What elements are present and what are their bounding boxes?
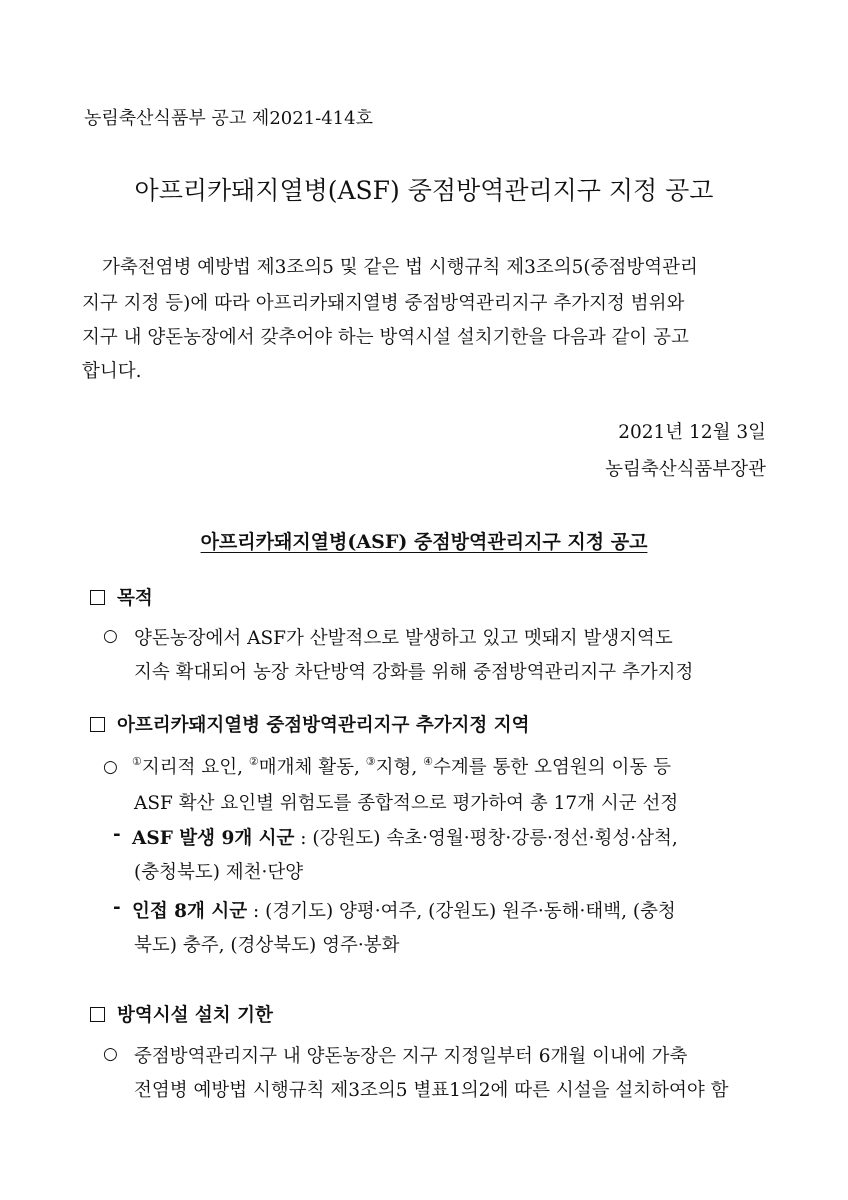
- notice-number: 농림축산식품부 공고 제2021-414호: [84, 108, 373, 129]
- factor-4: 수계를 통한 오염원의 이동 등: [433, 757, 672, 778]
- region-line-2: ASF 확산 요인별 위험도를 종합적으로 평가하여 총 17개 시군 선정: [134, 793, 679, 814]
- adjacent-list-1: : (경기도) 양평·여주, (강원도) 원주·동해·태백, (충청: [253, 901, 676, 922]
- marker-3: ③: [365, 755, 376, 768]
- factor-3: 지형,: [375, 757, 418, 778]
- section-heading-purpose-text: 목적: [117, 588, 153, 609]
- dash-bullet: -: [113, 824, 121, 845]
- circle-bullet-icon: ○: [103, 1044, 118, 1064]
- content-subtitle-text: 아프리카돼지열병(ASF) 중점방역관리지구 지정 공고: [200, 531, 648, 553]
- content-subtitle: [0, 527, 848, 554]
- intro-line-3: 지구 내 양돈농장에서 갖추어야 하는 방역시설 설치기한을 다음과 같이 공고: [82, 327, 689, 348]
- adjacent-line-1: [132, 897, 676, 923]
- intro-line-4: 합니다.: [82, 361, 142, 382]
- purpose-line-1: 양돈농장에서 ASF가 산발적으로 발생하고 있고 멧돼지 발생지역도: [134, 628, 673, 649]
- deadline-line-1: 중점방역관리지구 내 양돈농장은 지구 지정일부터 6개월 이내에 가축: [134, 1046, 688, 1067]
- outbreak-list-1: : (강원도) 속초·영월·평창·강릉·정선·횡성·삼척,: [300, 828, 678, 849]
- outbreak-line-2: (충청북도) 제천·단양: [134, 862, 304, 883]
- purpose-line-2: 지속 확대되어 농장 차단방역 강화를 위해 중점방역관리지구 추가지정: [134, 662, 694, 683]
- issuer: 농림축산식품부장관: [605, 459, 766, 480]
- checkbox-square-icon: [90, 717, 105, 732]
- region-factors-line: [132, 753, 671, 779]
- factor-1: 지리적 요인,: [141, 757, 243, 778]
- section-heading-deadline: [90, 1001, 273, 1027]
- marker-4: ④: [423, 755, 434, 768]
- marker-1: ①: [132, 755, 142, 768]
- dash-bullet: -: [113, 897, 121, 918]
- adjacent-label: 인접 8개 시군: [132, 901, 248, 922]
- section-heading-region: [90, 711, 530, 737]
- intro-line-2: 지구 지정 등)에 따라 아프리카돼지열병 중점방역관리지구 추가지정 범위와: [82, 293, 685, 314]
- factor-2: 매개체 활동,: [258, 757, 360, 778]
- intro-line-1: 가축전염병 예방법 제3조의5 및 같은 법 시행규칙 제3조의5(중점방역관리: [102, 257, 698, 278]
- date-signature: [605, 418, 766, 481]
- section-heading-deadline-text: 방역시설 설치 기한: [117, 1005, 273, 1026]
- adjacent-line-2: 북도) 충주, (경상북도) 영주·봉화: [134, 935, 400, 956]
- deadline-line-2: 전염병 예방법 시행규칙 제3조의5 별표1의2에 따른 시설을 설치하여야 함: [134, 1080, 729, 1101]
- outbreak-line-1: [132, 824, 678, 850]
- checkbox-square-icon: [90, 590, 105, 605]
- section-heading-region-text: 아프리카돼지열병 중점방역관리지구 추가지정 지역: [117, 715, 530, 736]
- outbreak-label: ASF 발생 9개 시군: [132, 828, 295, 849]
- notice-title: 아프리카돼지열병(ASF) 중점방역관리지구 지정 공고: [134, 176, 714, 205]
- circle-bullet-icon: ○: [103, 757, 118, 777]
- marker-2: ②: [248, 755, 259, 768]
- circle-bullet-icon: ○: [103, 626, 118, 646]
- notice-date: 2021년 12월 3일: [618, 422, 766, 443]
- section-heading-purpose: [90, 584, 153, 610]
- checkbox-square-icon: [90, 1007, 105, 1022]
